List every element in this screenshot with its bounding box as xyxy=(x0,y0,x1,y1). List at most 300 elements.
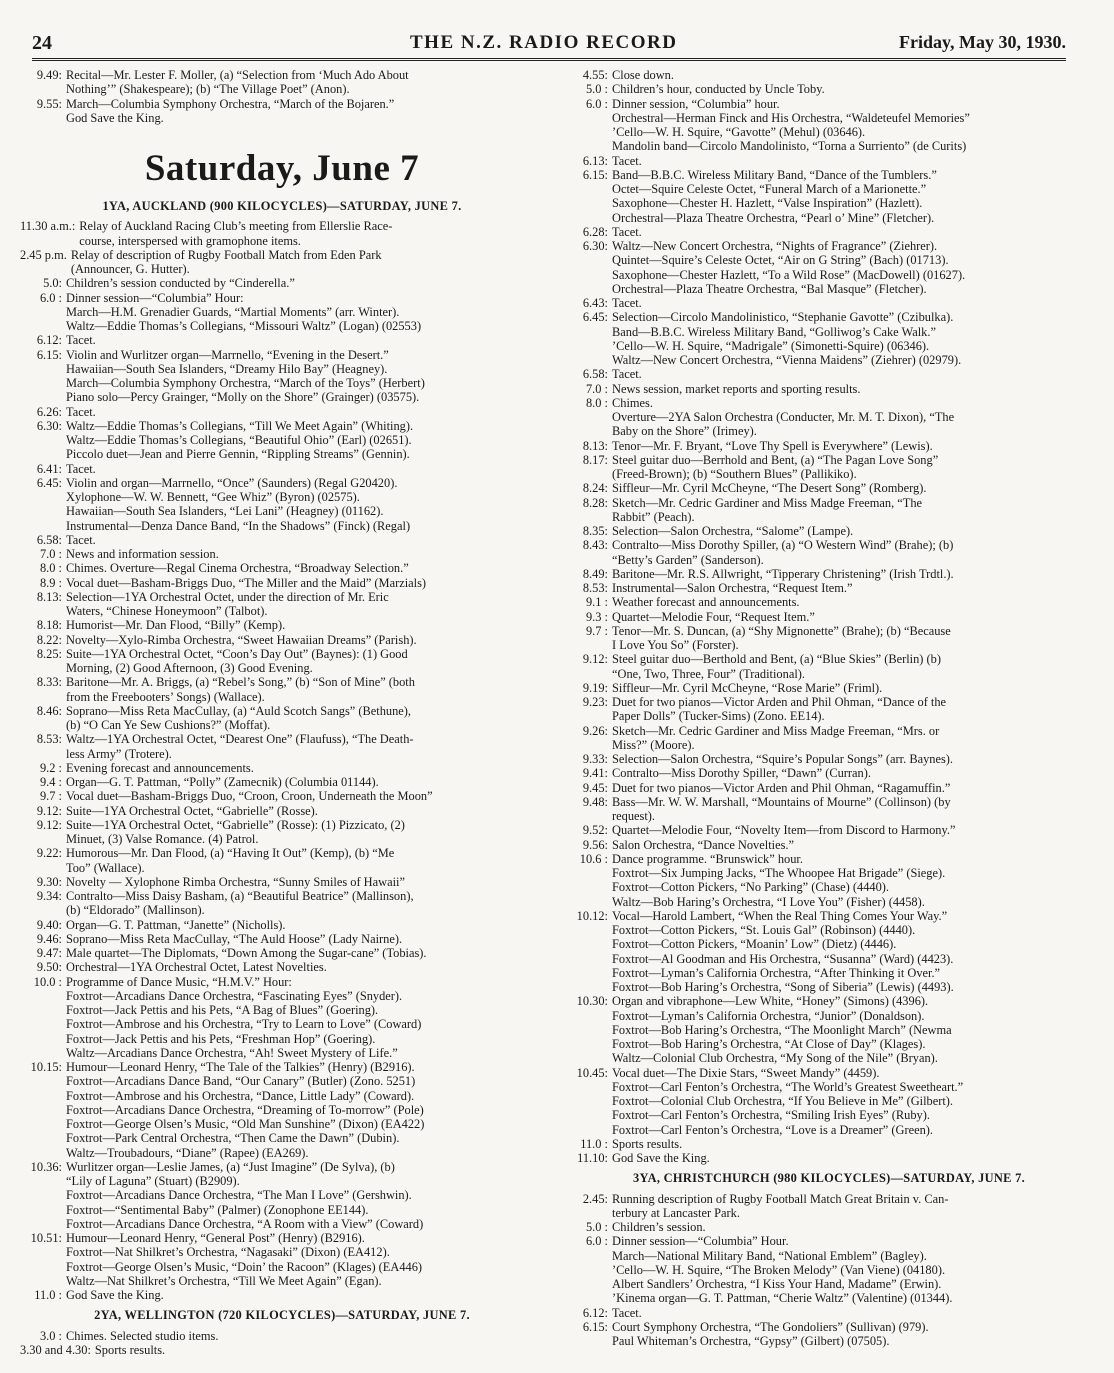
entry-line: Tacet. xyxy=(612,1305,642,1320)
entry-line: Xylophone—W. W. Bennett, “Gee Whiz” (Byron) (02575). xyxy=(66,490,360,504)
entry-line: Foxtrot—Nat Shilkret’s Orchestra, “Nagasaki” (Dixon) (EA412). xyxy=(66,1245,390,1260)
programme-entry xyxy=(566,154,1092,168)
programme-entry xyxy=(20,675,544,704)
entry-text xyxy=(612,310,1092,367)
entry-line: ’Kinema organ—G. T. Pattman, “Cherie Waltz” (Valentine) (01344). xyxy=(612,1291,953,1306)
programme-entry xyxy=(20,704,544,733)
programme-entry xyxy=(566,852,1092,909)
programme-entry xyxy=(566,795,1092,824)
entry-line: Foxtrot—Six Jumping Jacks, “The Whoopee Hat Brigade” (Siege). xyxy=(612,866,946,880)
programme-entry xyxy=(20,775,544,789)
entry-line: Orchestral—Herman Finck and His Orchestra, “Waldeteufel Memories” xyxy=(612,110,970,125)
programme-entry xyxy=(566,225,1092,239)
entry-text xyxy=(612,823,1092,837)
entry-time: 9.12: xyxy=(36,803,62,818)
entry-text xyxy=(66,647,544,676)
programme-entry xyxy=(566,595,1092,609)
entry-line: Recital—Mr. Lester F. Moller, (a) “Selection from ‘Much Ado About xyxy=(66,68,409,82)
entry-text xyxy=(66,476,544,533)
entry-time: 6.0 : xyxy=(585,96,608,111)
entry-text xyxy=(612,481,1092,495)
programme-entry xyxy=(20,818,544,847)
programme-entry xyxy=(20,590,544,619)
entry-line: Foxtrot—George Olsen’s Music, “Old Man Sunshine” (Dixon) (EA422) xyxy=(66,1117,425,1131)
programme-entry xyxy=(566,752,1092,766)
entry-time: 6.0 : xyxy=(585,1234,608,1249)
entry-line: Sports results. xyxy=(94,1342,166,1357)
entry-text xyxy=(66,775,544,789)
programme-entry xyxy=(20,1160,544,1231)
entry-line: Waters, “Chinese Honeymoon” (Talbot). xyxy=(66,604,268,618)
entry-time: 8.46: xyxy=(36,703,62,718)
entry-line: Tacet. xyxy=(612,296,642,310)
entry-line: Selection—Circolo Mandolinistico, “Stephanie Gavotte” (Czibulka). xyxy=(612,310,954,325)
entry-text xyxy=(612,610,1092,624)
entry-text xyxy=(66,533,544,547)
entry-line: Contralto—Miss Daisy Basham, (a) “Beautiful Beatrice” (Mallinson), xyxy=(66,889,414,903)
entry-text xyxy=(612,752,1092,766)
programme-entry xyxy=(566,1192,1092,1221)
entry-text xyxy=(612,766,1092,780)
entry-text xyxy=(612,296,1092,310)
entry-time: 10.0 : xyxy=(33,974,62,989)
programme-entry xyxy=(566,994,1092,1065)
entry-line: March—National Military Band, “National Emblem” (Bagley). xyxy=(612,1248,927,1263)
entry-time: 6.58: xyxy=(582,367,608,382)
entry-time: 9.55: xyxy=(36,96,62,111)
entry-text xyxy=(612,567,1092,581)
entry-line: Suite—1YA Orchestral Octet, “Coon’s Day Out” (Baynes): (1) Good xyxy=(66,646,408,661)
entry-text xyxy=(66,946,544,960)
entry-line: I Love You So” (Forster). xyxy=(612,638,739,652)
entry-time: 9.46: xyxy=(36,931,62,946)
entry-text xyxy=(66,918,544,932)
entry-text xyxy=(612,1220,1092,1234)
entry-line: (b) “Eldorado” (Mallinson). xyxy=(66,903,205,918)
entry-line: Foxtrot—Bob Haring’s Orchestra, “Song of Siberia” (Lewis) (4493). xyxy=(612,980,954,994)
entry-line: Instrumental—Denza Dance Band, “In the Shadows” (Finck) (Regal) xyxy=(66,518,411,533)
entry-time: 2.45: xyxy=(582,1191,608,1206)
entry-text xyxy=(612,239,1092,296)
entry-line: Siffleur—Mr. Cyril McCheyne, “Rose Marie” (Friml). xyxy=(612,680,883,695)
entry-line: Baritone—Mr. A. Briggs, (a) “Rebel’s Song,” (b) “Son of Mine” (both xyxy=(66,675,415,690)
programme-entry xyxy=(566,68,1092,82)
entry-text xyxy=(612,524,1092,538)
programme-entry xyxy=(20,219,544,248)
entry-text xyxy=(66,68,544,97)
entry-text xyxy=(612,168,1092,225)
programme-entry xyxy=(20,476,544,533)
entry-line: Dinner session—“Columbia” Hour: xyxy=(66,290,244,305)
entry-line: “Betty’s Garden” (Sanderson). xyxy=(612,552,764,567)
entry-line: Soprano—Miss Reta MacCullay, (a) “Auld Scotch Sangs” (Bethune), xyxy=(66,703,412,718)
entry-text xyxy=(612,909,1092,995)
entry-line: Band—B.B.C. Wireless Military Band, “Dance of the Tumblers.” xyxy=(612,167,937,182)
entry-line: Instrumental—Salon Orchestra, “Request Item.” xyxy=(612,581,853,595)
entry-text xyxy=(66,1060,544,1160)
programme-entry xyxy=(20,1060,544,1160)
page-header xyxy=(32,30,1066,61)
entry-time: 9.22: xyxy=(36,846,62,861)
entry-line: Vocal—Harold Lambert, “When the Real Thing Comes Your Way.” xyxy=(612,908,948,923)
entry-text xyxy=(612,97,1092,154)
programme-entry xyxy=(566,97,1092,154)
programme-entry xyxy=(566,382,1092,396)
programme-entry xyxy=(20,975,544,1061)
entry-text xyxy=(612,439,1092,453)
entry-text xyxy=(66,960,544,974)
entry-line: Children’s session conducted by “Cinderella.” xyxy=(66,276,295,291)
entry-line: Humorous—Mr. Dan Flood, (a) “Having It Out” (Kemp), (b) “Me xyxy=(66,846,395,861)
programme-entry xyxy=(566,1151,1092,1165)
station-heading: 3YA, CHRISTCHURCH (980 KILOCYCLES)—SATURDAY, JUNE 7. xyxy=(633,1171,1025,1186)
entry-text xyxy=(612,852,1092,909)
programme-entry xyxy=(20,419,544,462)
entry-line: ’Cello—W. H. Squire, “The Broken Melody” (Van Viene) (04180). xyxy=(612,1262,946,1277)
entry-line: Salon Orchestra, “Dance Novelties.” xyxy=(612,837,794,852)
page-number: 24 xyxy=(32,32,52,54)
entry-text xyxy=(66,1329,544,1343)
entry-line: Foxtrot—Park Central Orchestra, “Then Came the Dawn” (Dubin). xyxy=(66,1131,400,1146)
programme-entry xyxy=(20,576,544,590)
programme-entry xyxy=(20,789,544,803)
entry-time: 6.43: xyxy=(582,296,608,310)
entry-line: “Lily of Laguna” (Stuart) (B2909). xyxy=(66,1174,240,1188)
entry-line: March—Columbia Symphony Orchestra, “March of the Bojaren.” xyxy=(66,96,395,111)
entry-line: God Save the King. xyxy=(66,1288,164,1302)
entry-line: Duet for two pianos—Victor Arden and Phil Ohman, “Ragamuffin.” xyxy=(612,780,951,795)
entry-text xyxy=(66,1160,544,1231)
entry-text xyxy=(612,581,1092,595)
entry-line: Orchestral—1YA Orchestral Octet, Latest Novelties. xyxy=(66,960,327,975)
entry-text xyxy=(612,724,1092,753)
programme-entry xyxy=(20,68,544,97)
issue-date: Friday, May 30, 1930. xyxy=(899,32,1066,52)
entry-text xyxy=(66,889,544,918)
entry-line: Violin and Wurlitzer organ—Marrnello, “Evening in the Desert.” xyxy=(66,347,389,362)
masthead: THE N.Z. RADIO RECORD xyxy=(410,32,678,53)
entry-line: News session, market reports and sporting results. xyxy=(612,381,861,396)
entry-line: Relay of description of Rugby Football Match from Eden Park xyxy=(70,247,382,262)
programme-entry xyxy=(566,766,1092,780)
entry-time: 9.34: xyxy=(36,889,62,903)
entry-time: 8.13: xyxy=(582,438,608,453)
entry-time: 6.0 : xyxy=(39,290,62,305)
entry-text xyxy=(66,561,544,575)
entry-line: Paper Dolls” (Tucker-Sims) (Zono. EE14). xyxy=(612,709,825,724)
programme-entry xyxy=(566,1137,1092,1151)
entry-text xyxy=(66,1288,544,1302)
entry-line: Court Symphony Orchestra, “The Gondoliers” (Sullivan) (979). xyxy=(612,1319,929,1334)
entry-line: Tenor—Mr. F. Bryant, “Love Thy Spell is Everywhere” (Lewis). xyxy=(612,438,933,453)
entry-time: 8.35: xyxy=(582,524,608,538)
entry-line: Foxtrot—Arcadians Dance Band, “Our Canary” (Butler) (Zono. 5251) xyxy=(66,1074,416,1089)
entry-line: Suite—1YA Orchestral Octet, “Gabrielle” (Rosse): (1) Pizzicato, (2) xyxy=(66,817,405,832)
programme-entry xyxy=(20,804,544,818)
programme-entry xyxy=(20,960,544,974)
programme-entry xyxy=(566,1220,1092,1234)
entry-line: Morning, (2) Good Afternoon, (3) Good Evening. xyxy=(66,661,313,675)
entry-time: 4.55: xyxy=(582,68,608,82)
entry-time: 6.15: xyxy=(36,347,62,362)
programme-entry xyxy=(20,248,544,277)
entry-line: Selection—Salon Orchestra, “Salome” (Lampe). xyxy=(612,524,854,538)
entry-line: Tacet. xyxy=(612,367,642,382)
entry-text xyxy=(612,1137,1092,1151)
entry-line: Foxtrot—Bob Haring’s Orchestra, “At Close of Day” (Klages). xyxy=(612,1037,926,1051)
entry-text xyxy=(612,624,1092,653)
entry-line: Selection—Salon Orchestra, “Squire’s Popular Songs” (arr. Baynes). xyxy=(612,752,954,766)
entry-text xyxy=(66,405,544,419)
entry-text xyxy=(612,681,1092,695)
programme-entry xyxy=(20,932,544,946)
entry-time: 6.45: xyxy=(582,310,608,325)
programme-entry xyxy=(20,1231,544,1288)
entry-time: 7.0 : xyxy=(39,547,62,561)
programme-entry xyxy=(566,538,1092,567)
entry-text xyxy=(612,994,1092,1065)
entry-line: Miss?” (Moore). xyxy=(612,737,695,752)
programme-entry xyxy=(20,889,544,918)
programme-entry xyxy=(566,695,1092,724)
programme-entry xyxy=(566,168,1092,225)
entry-time: 9.26: xyxy=(582,723,608,738)
entry-time: 10.12: xyxy=(576,908,608,923)
programme-entry xyxy=(566,239,1092,296)
programme-entry xyxy=(566,453,1092,482)
entry-time: 8.0 : xyxy=(585,395,608,410)
entry-line: Waltz—Nat Shilkret’s Orchestra, “Till We Meet Again” (Egan). xyxy=(66,1273,382,1288)
entry-line: Chimes. Selected studio items. xyxy=(66,1328,219,1343)
entry-time: 10.51: xyxy=(30,1231,62,1245)
programme-entry xyxy=(20,918,544,932)
programme-entry xyxy=(566,781,1092,795)
entry-time: 9.50: xyxy=(36,960,62,975)
entry-line: Tacet. xyxy=(612,153,642,168)
entry-time: 9.3 : xyxy=(585,609,608,624)
entry-text xyxy=(612,396,1092,439)
programme-entry xyxy=(20,276,544,290)
entry-time: 11.0 : xyxy=(34,1288,62,1302)
entry-line: Mandolin band—Circolo Mandolinisto, “Torna a Surriento” (de Curits) xyxy=(612,139,967,154)
entry-line: Waltz—1YA Orchestral Octet, “Dearest One” (Flaufuss), “The Death- xyxy=(66,732,414,747)
entry-text xyxy=(66,761,544,775)
entry-line: Quartet—Melodie Four, “Novelty Item—from Discord to Harmony.” xyxy=(612,823,956,838)
entry-time: 11.30 a.m.: xyxy=(20,219,76,234)
entry-line: Paul Whiteman’s Orchestra, “Gypsy” (Gilbert) (07505). xyxy=(612,1334,890,1348)
entry-line: Suite—1YA Orchestral Octet, “Gabrielle” (Rosse). xyxy=(66,803,318,818)
entry-line: Waltz—Troubadours, “Diane” (Rapee) (EA269). xyxy=(66,1145,309,1160)
entry-text xyxy=(612,538,1092,567)
programme-entry xyxy=(566,439,1092,453)
entry-text xyxy=(66,462,544,476)
entry-line: Band—B.B.C. Wireless Military Band, “Golliwog’s Cake Walk.” xyxy=(612,324,936,339)
entry-line: Contralto—Miss Dorothy Spiller, (a) “O Western Wind” (Brahe); (b) xyxy=(612,538,954,553)
entry-line: Waltz—Colonial Club Orchestra, “My Song of the Nile” (Bryan). xyxy=(612,1051,938,1066)
entry-text xyxy=(66,576,544,590)
entry-time: 9.23: xyxy=(582,695,608,709)
entry-text xyxy=(612,1066,1092,1137)
entry-line: Too” (Wallace). xyxy=(66,860,145,875)
entry-text xyxy=(612,1192,1092,1221)
programme-entry xyxy=(20,1343,544,1357)
entry-line: Rabbit” (Peach). xyxy=(612,509,695,524)
entry-text xyxy=(66,975,544,1061)
entry-line: Wurlitzer organ—Leslie James, (a) “Just Imagine” (De Sylva), (b) xyxy=(66,1159,395,1174)
programme-entry xyxy=(566,296,1092,310)
entry-line: Humour—Leonard Henry, “General Post” (Henry) (B2916). xyxy=(66,1231,365,1245)
entry-line: Foxtrot—Carl Fenton’s Orchestra, “Smiling Irish Eyes” (Ruby). xyxy=(612,1108,930,1123)
entry-text xyxy=(66,804,544,818)
entry-time: 11.0 : xyxy=(580,1136,608,1151)
entry-line: Sketch—Mr. Cedric Gardiner and Miss Madge Freeman, “The xyxy=(612,495,923,510)
programme-entry xyxy=(566,496,1092,525)
programme-entry xyxy=(20,291,544,334)
entry-line: Foxtrot—George Olsen’s Music, “Doin’ the Racoon” (Klages) (EA446) xyxy=(66,1259,423,1274)
entry-text xyxy=(66,590,544,619)
programme-entry xyxy=(20,405,544,419)
entry-line: Humour—Leonard Henry, “The Tale of the Talkies” (Henry) (B2916). xyxy=(66,1060,415,1074)
entry-text xyxy=(66,276,544,290)
programme-entry xyxy=(566,652,1092,681)
entry-time: 9.7 : xyxy=(585,623,608,638)
entry-line: Baby on the Shore” (Irimey). xyxy=(612,424,757,439)
programme-entry xyxy=(566,610,1092,624)
entry-line: March—H.M. Grenadier Guards, “Martial Moments” (arr. Winter). xyxy=(66,304,400,319)
entry-text xyxy=(612,68,1092,82)
entry-line: Tenor—Mr. S. Duncan, (a) “Shy Mignonette” (Brahe); (b) “Because xyxy=(612,623,951,638)
entry-line: Tacet. xyxy=(66,461,96,476)
entry-time: 9.12: xyxy=(36,817,62,832)
entry-time: 9.12: xyxy=(582,652,608,667)
entry-time: 6.12: xyxy=(36,333,62,348)
entry-text xyxy=(66,704,544,733)
entry-text xyxy=(612,652,1092,681)
entry-text xyxy=(612,1320,1092,1349)
programme-entry xyxy=(566,581,1092,595)
entry-line: Saxophone—Chester H. Hazlett, “Valse Inspiration” (Hazlett). xyxy=(612,196,923,211)
entry-text xyxy=(612,595,1092,609)
programme-entry xyxy=(20,561,544,575)
entry-time: 10.45: xyxy=(576,1065,608,1080)
entry-text xyxy=(612,496,1092,525)
entry-line: Vocal duet—The Dixie Stars, “Sweet Mandy” (4459). xyxy=(612,1065,880,1080)
entry-line: Chimes. Overture—Regal Cinema Orchestra, “Broadway Selection.” xyxy=(66,561,409,576)
entry-line: Albert Sandlers’ Orchestra, “I Kiss Your Hand, Madame” (Erwin). xyxy=(612,1277,942,1291)
entry-time: 8.18: xyxy=(36,618,62,633)
entry-line: Waltz—Eddie Thomas’s Collegians, “Missouri Waltz” (Logan) (02553) xyxy=(66,319,422,333)
entry-line: Waltz—Eddie Thomas’s Collegians, “Beautiful Ohio” (Earl) (02651). xyxy=(66,433,412,447)
entry-line: Violin and organ—Marrnello, “Once” (Saunders) (Regal G20420). xyxy=(66,475,398,490)
programme-entry xyxy=(566,823,1092,837)
entry-line: Waltz—Bob Haring’s Orchestra, “I Love You” (Fisher) (4458). xyxy=(612,894,925,909)
entry-line: Foxtrot—Cotton Pickers, “No Parking” (Chase) (4440). xyxy=(612,880,890,895)
entry-line: Dance programme. “Brunswick” hour. xyxy=(612,851,803,866)
entry-line: Tacet. xyxy=(66,404,96,419)
entry-text xyxy=(66,419,544,462)
entry-time: 9.52: xyxy=(582,823,608,838)
entry-time: 3.30 and 4.30: xyxy=(20,1342,91,1357)
entry-time: 7.0 : xyxy=(585,381,608,396)
entry-line: Foxtrot—Arcadians Dance Orchestra, “Fascinating Eyes” (Snyder). xyxy=(66,988,403,1003)
entry-time: 6.12: xyxy=(582,1305,608,1320)
programme-entry xyxy=(566,909,1092,995)
entry-time: 10.15: xyxy=(30,1060,62,1074)
programme-entry xyxy=(566,396,1092,439)
entry-line: Humorist—Mr. Dan Flood, “Billy” (Kemp). xyxy=(66,618,286,633)
entry-line: March—Columbia Symphony Orchestra, “March of the Toys” (Herbert) xyxy=(66,376,425,390)
programme-entry xyxy=(20,647,544,676)
entry-line: Octet—Squire Celeste Octet, “Funeral March of a Marionette.” xyxy=(612,182,927,196)
programme-entry xyxy=(20,618,544,632)
entry-time: 5.0 : xyxy=(585,1220,608,1234)
entry-time: 9.49: xyxy=(36,68,62,82)
entry-text xyxy=(612,795,1092,824)
entry-line: Vocal duet—Basham-Briggs Duo, “The Miller and the Maid” (Marzials) xyxy=(66,575,427,590)
entry-line: Orchestral—Plaza Theatre Orchestra, “Pearl o’ Mine” (Fletcher). xyxy=(612,210,935,225)
programme-entry xyxy=(566,481,1092,495)
entry-line: Overture—2YA Salon Orchestra (Conducter, Mr. M. T. Dixon), “The xyxy=(612,410,955,424)
entry-line: Evening forecast and announcements. xyxy=(66,760,254,775)
entry-time: 6.45: xyxy=(36,475,62,490)
entry-time: 6.26: xyxy=(36,404,62,419)
entry-text xyxy=(612,154,1092,168)
entry-time: 8.25: xyxy=(36,646,62,661)
entry-time: 8.24: xyxy=(582,481,608,496)
programme-entry xyxy=(566,724,1092,753)
entry-time: 10.30: xyxy=(576,994,608,1009)
programme-entry xyxy=(566,838,1092,852)
entry-time: 9.7 : xyxy=(39,789,62,804)
entry-time: 8.53: xyxy=(582,581,608,595)
entry-time: 8.33: xyxy=(36,675,62,690)
entry-line: Bass—Mr. W. W. Marshall, “Mountains of Mourne” (Collinson) (by xyxy=(612,794,951,809)
left-column xyxy=(20,68,544,1357)
entry-line: Foxtrot—Ambrose and his Orchestra, “Try to Learn to Love” (Coward) xyxy=(66,1017,422,1032)
entry-text xyxy=(612,453,1092,482)
entry-time: 9.40: xyxy=(36,917,62,932)
entry-line: Foxtrot—Bob Haring’s Orchestra, “The Moonlight March” (Newma xyxy=(612,1022,952,1037)
entry-time: 9.2 : xyxy=(39,760,62,775)
station-heading: 2YA, WELLINGTON (720 KILOCYCLES)—SATURDAY, JUNE 7. xyxy=(94,1308,470,1323)
entry-line: Sports results. xyxy=(612,1136,683,1151)
entry-line: Waltz—New Concert Orchestra, “Vienna Maidens” (Ziehrer) (02979). xyxy=(612,353,962,367)
entry-time: 8.17: xyxy=(582,452,608,467)
entry-line: Organ and vibraphone—Lew White, “Honey” (Simons) (4396). xyxy=(612,994,929,1009)
entry-text xyxy=(66,633,544,647)
programme-entry xyxy=(566,567,1092,581)
programme-entry xyxy=(566,524,1092,538)
programme-entry xyxy=(566,367,1092,381)
entry-line: (Announcer, G. Hutter). xyxy=(70,262,190,276)
programme-entry xyxy=(20,348,544,405)
entry-text xyxy=(66,547,544,561)
entry-line: (Freed-Brown); (b) “Southern Blues” (Pallikiko). xyxy=(612,467,857,481)
entry-line: Foxtrot—Cotton Pickers, “St. Louis Gal” (Robinson) (4440). xyxy=(612,923,916,937)
entry-time: 9.45: xyxy=(582,780,608,795)
entry-text xyxy=(612,1151,1092,1165)
section-title: Saturday, June 7 xyxy=(144,148,420,189)
entry-time: 6.41: xyxy=(36,461,62,476)
entry-line: Foxtrot—Arcadians Dance Orchestra, “Dreaming of To-morrow” (Pole) xyxy=(66,1102,424,1117)
entry-line: Waltz—Eddie Thomas’s Collegians, “Till We Meet Again” (Whiting). xyxy=(66,418,414,433)
entry-time: 9.41: xyxy=(582,766,608,781)
entry-text xyxy=(66,732,544,761)
entry-time: 8.43: xyxy=(582,538,608,553)
entry-time: 8.28: xyxy=(582,495,608,510)
programme-entry xyxy=(20,97,544,126)
right-column xyxy=(566,68,1092,1348)
